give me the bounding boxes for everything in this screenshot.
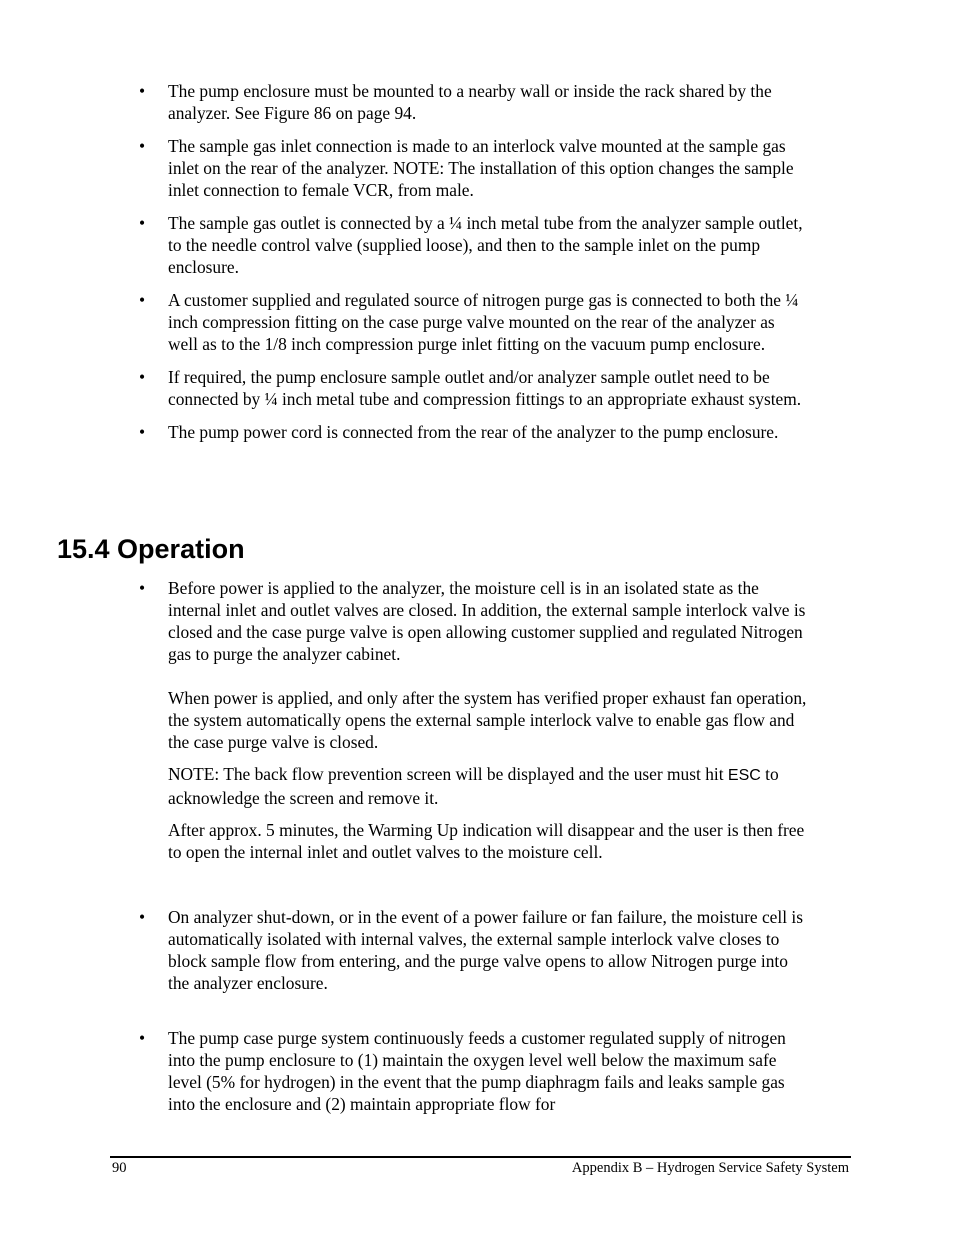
bullet-icon: • — [139, 907, 146, 927]
note-text: NOTE: The back flow prevention screen will be displayed and the user must hit — [168, 764, 728, 784]
paragraph: On analyzer shut-down, or in the event of a power failure or fan failure, the moisture cell is automatically isolated with internal valves, the external sample interlock valve closes to block sample flow from entering, and the purge valve opens to allow Nitrogen purge into the analyzer enclosure. — [168, 907, 804, 993]
bullet-text: The sample gas outlet is connected by a ¼ inch metal tube from the analyzer sample outlet, to the needle control valve (supplied loose), and then to the sample inlet on the pump enclosure. — [168, 213, 803, 277]
list-item — [138, 1027, 808, 1115]
bullet-text: The pump enclosure must be mounted to a nearby wall or inside the rack shared by the analyzer. See Figure 86 on page 94. — [168, 81, 772, 123]
note-paragraph — [168, 763, 808, 809]
bullet-icon: • — [139, 213, 146, 233]
list-item — [138, 135, 808, 201]
installation-bullet-list — [138, 80, 808, 454]
bullet-text: The pump power cord is connected from the rear of the analyzer to the pump enclosure. — [168, 422, 779, 442]
list-item — [138, 577, 808, 863]
footer-chapter-title: Appendix B – Hydrogen Service Safety System — [571, 1160, 849, 1176]
bullet-icon: • — [139, 81, 146, 101]
footer-divider — [110, 1156, 851, 1158]
bullet-text: A customer supplied and regulated source of nitrogen purge gas is connected to both the ¼ inch compression fitting on the case purge valve mounted on the rear of the analyzer as well as to the 1/8 inch compression purge inlet fitting on the vacuum pump enclosure. — [168, 290, 799, 354]
list-item — [138, 421, 808, 443]
paragraph: The pump case purge system continuously feeds a customer regulated supply of nitrogen into the pump enclosure to (1) maintain the oxygen level well below the maximum safe level (5% for hydrogen) in the event that the pump diaphragm fails and leaks sample gas into the enclosure and (2) maintain appropriate flow for — [168, 1028, 786, 1114]
note-text-end: to acknowledge the screen and remove it. — [168, 764, 779, 808]
list-item — [138, 366, 808, 410]
paragraph: When power is applied, and only after the system has verified proper exhaust fan operation, the system automatically opens the external sample interlock valve to enable gas flow and the case purge valve is closed. — [168, 688, 807, 752]
paragraph: Before power is applied to the analyzer, the moisture cell is in an isolated state as the internal inlet and outlet valves are closed. In addition, the external sample interlock valve is closed and the case purge valve is open allowing customer supplied and regulated Nitrogen gas to purge the analyzer cabinet. — [168, 578, 806, 664]
page-number: 90 — [112, 1160, 127, 1176]
list-item — [138, 212, 808, 278]
list-item — [138, 80, 808, 124]
bullet-icon: • — [139, 1028, 146, 1048]
list-item — [138, 289, 808, 355]
bullet-text: The sample gas inlet connection is made to an interlock valve mounted at the sample gas inlet on the rear of the analyzer. NOTE: The installation of this option changes the sample inlet connection to female VCR, from male. — [168, 136, 794, 200]
bullet-text: If required, the pump enclosure sample outlet and/or analyzer sample outlet need to be connected by ¼ inch metal tube and compression fittings to an appropriate exhaust system. — [168, 367, 802, 409]
bullet-icon: • — [139, 422, 146, 442]
bullet-icon: • — [139, 578, 146, 598]
bullet-icon: • — [139, 290, 146, 310]
section-heading: 15.4 Operation — [57, 534, 245, 564]
bullet-icon: • — [139, 136, 146, 156]
bullet-icon: • — [139, 367, 146, 387]
operation-bullet-list — [138, 577, 808, 1115]
paragraph: After approx. 5 minutes, the Warming Up indication will disappear and the user is then free to open the internal inlet and outlet valves to the moisture cell. — [168, 820, 805, 862]
esc-key-label: ESC — [727, 767, 761, 784]
list-item — [138, 906, 808, 994]
